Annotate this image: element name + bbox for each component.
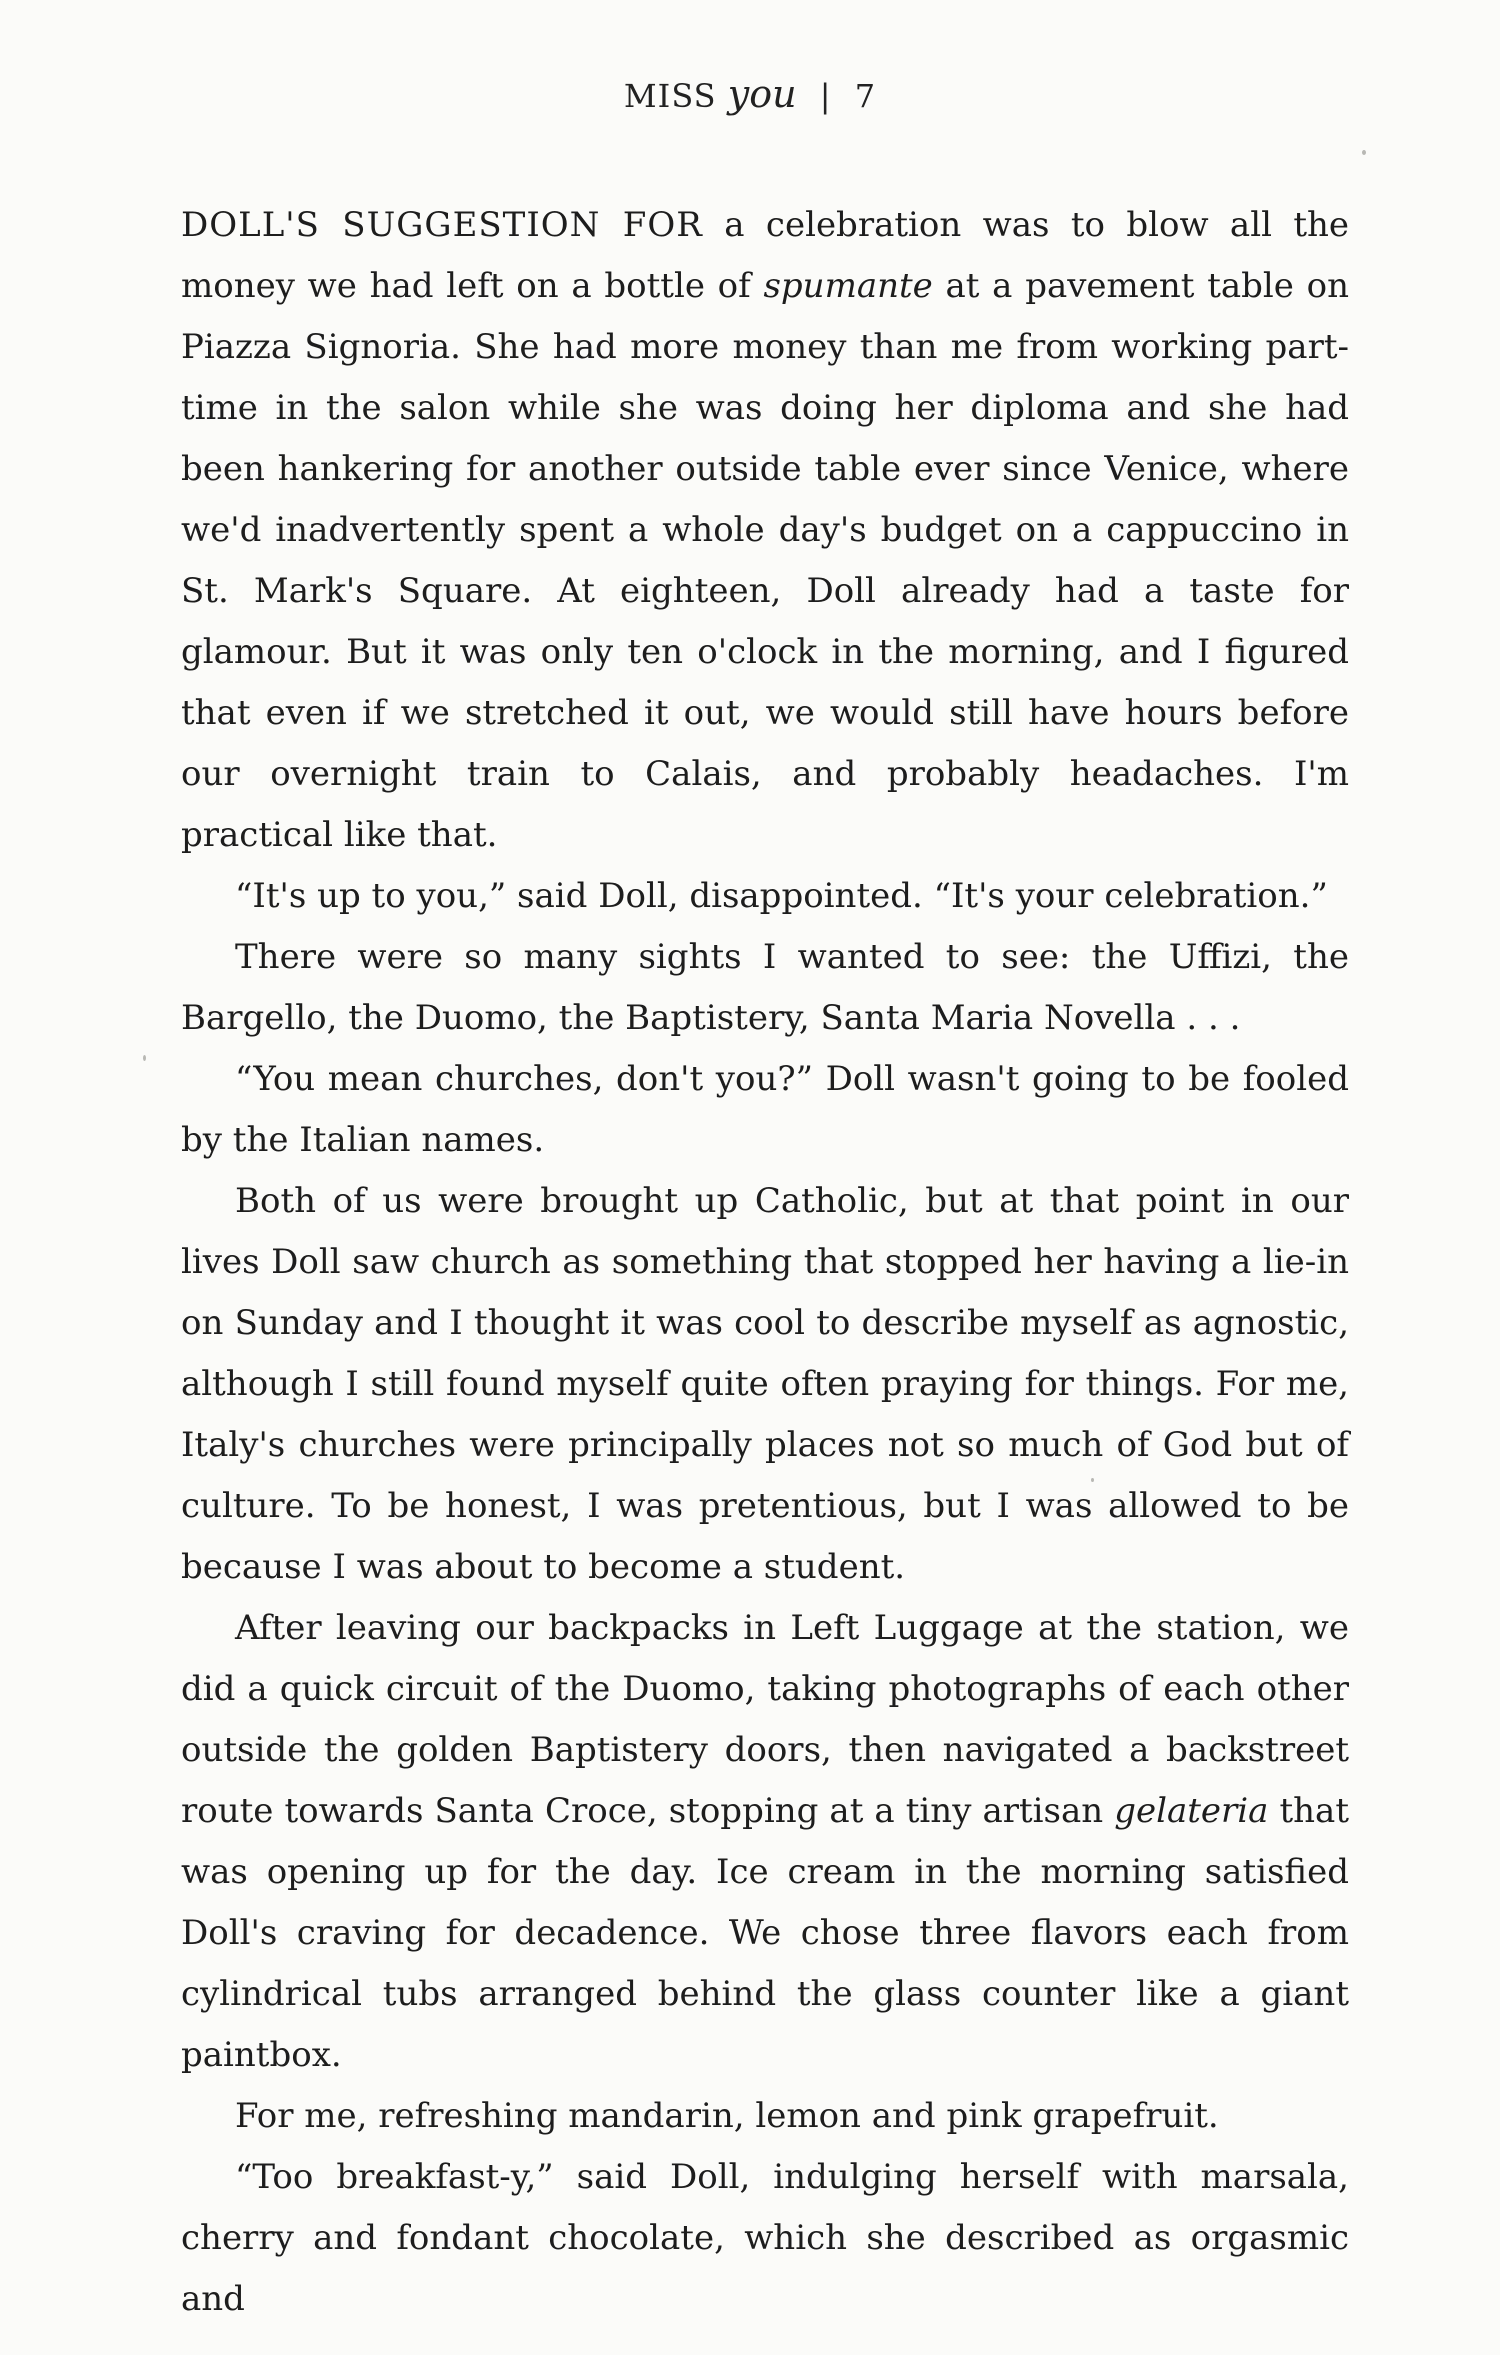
paragraph-4: “You mean churches, don't you?” Doll wasn't going to be fooled by the Italian names. [181, 1059, 1349, 1160]
scan-speck [143, 1055, 146, 1061]
page-number: 7 [854, 77, 877, 115]
chapter-lead-in: DOLL'S SUGGESTION FOR [181, 205, 703, 245]
italic-term-gelateria: gelateria [1114, 1791, 1269, 1831]
scan-speck [1362, 150, 1366, 155]
paragraph-6-text-b: that was opening up for the day. Ice cream in the morning satisfied Doll's craving for decadence. We chose three flavors each from cylindrical tubs arranged behind the glass counter like a giant paintbox. [181, 1791, 1349, 2075]
paragraph-1-text-b: at a pavement table on Piazza Signoria. She had more money than me from working part-time in the salon while she was doing her diploma and she had been hankering for another outside table ever since Venice, where we'd inadvertently spent a whole day's budget on a cappuccino in St. Mark's Square. At eighteen, Doll already had a taste for glamour. But it was only ten o'clock in the morning, and I figured that even if we stretched it out, we would still have hours before our overnight train to Calais, and probably headaches. I'm practical like that. [181, 266, 1350, 855]
paragraph-1-text-a: a celebration was to blow all the money we had left on a bottle of [181, 205, 1350, 306]
running-head [0, 72, 1500, 116]
book-title-emphasis: you [727, 72, 797, 116]
paragraph-3: There were so many sights I wanted to see: the Uffizi, the Bargello, the Duomo, the Baptistery, Santa Maria Novella . . . [181, 937, 1349, 1038]
paragraph-6 [181, 1598, 1349, 2086]
paragraph-1 [181, 195, 1349, 866]
paragraph-5: Both of us were brought up Catholic, but at that point in our lives Doll saw church as something that stopped her having a lie-in on Sunday and I thought it was cool to describe myself as agnostic, although I still found myself quite often praying for things. For me, Italy's churches were principally places not so much of God but of culture. To be honest, I was pretentious, but I was allowed to be because I was about to become a student. [181, 1181, 1349, 1587]
body-text [181, 195, 1349, 2330]
paragraph-6-text-a: After leaving our backpacks in Left Luggage at the station, we did a quick circuit of the Duomo, taking photographs of each other outside the golden Baptistery doors, then navigated a backstreet route towards Santa Croce, stopping at a tiny artisan [181, 1608, 1349, 1831]
paragraph-2: “It's up to you,” said Doll, disappointed. “It's your celebration.” [235, 876, 1328, 916]
paragraph-8: “Too breakfast-y,” said Doll, indulging herself with marsala, cherry and fondant chocolate, which she described as orgasmic and [181, 2157, 1349, 2319]
paragraph-7: For me, refreshing mandarin, lemon and pink grapefruit. [235, 2096, 1219, 2136]
italic-term-spumante: spumante [763, 266, 933, 306]
scan-speck [1091, 1478, 1094, 1482]
header-separator: | [819, 77, 832, 115]
book-title: MISS [623, 77, 717, 115]
